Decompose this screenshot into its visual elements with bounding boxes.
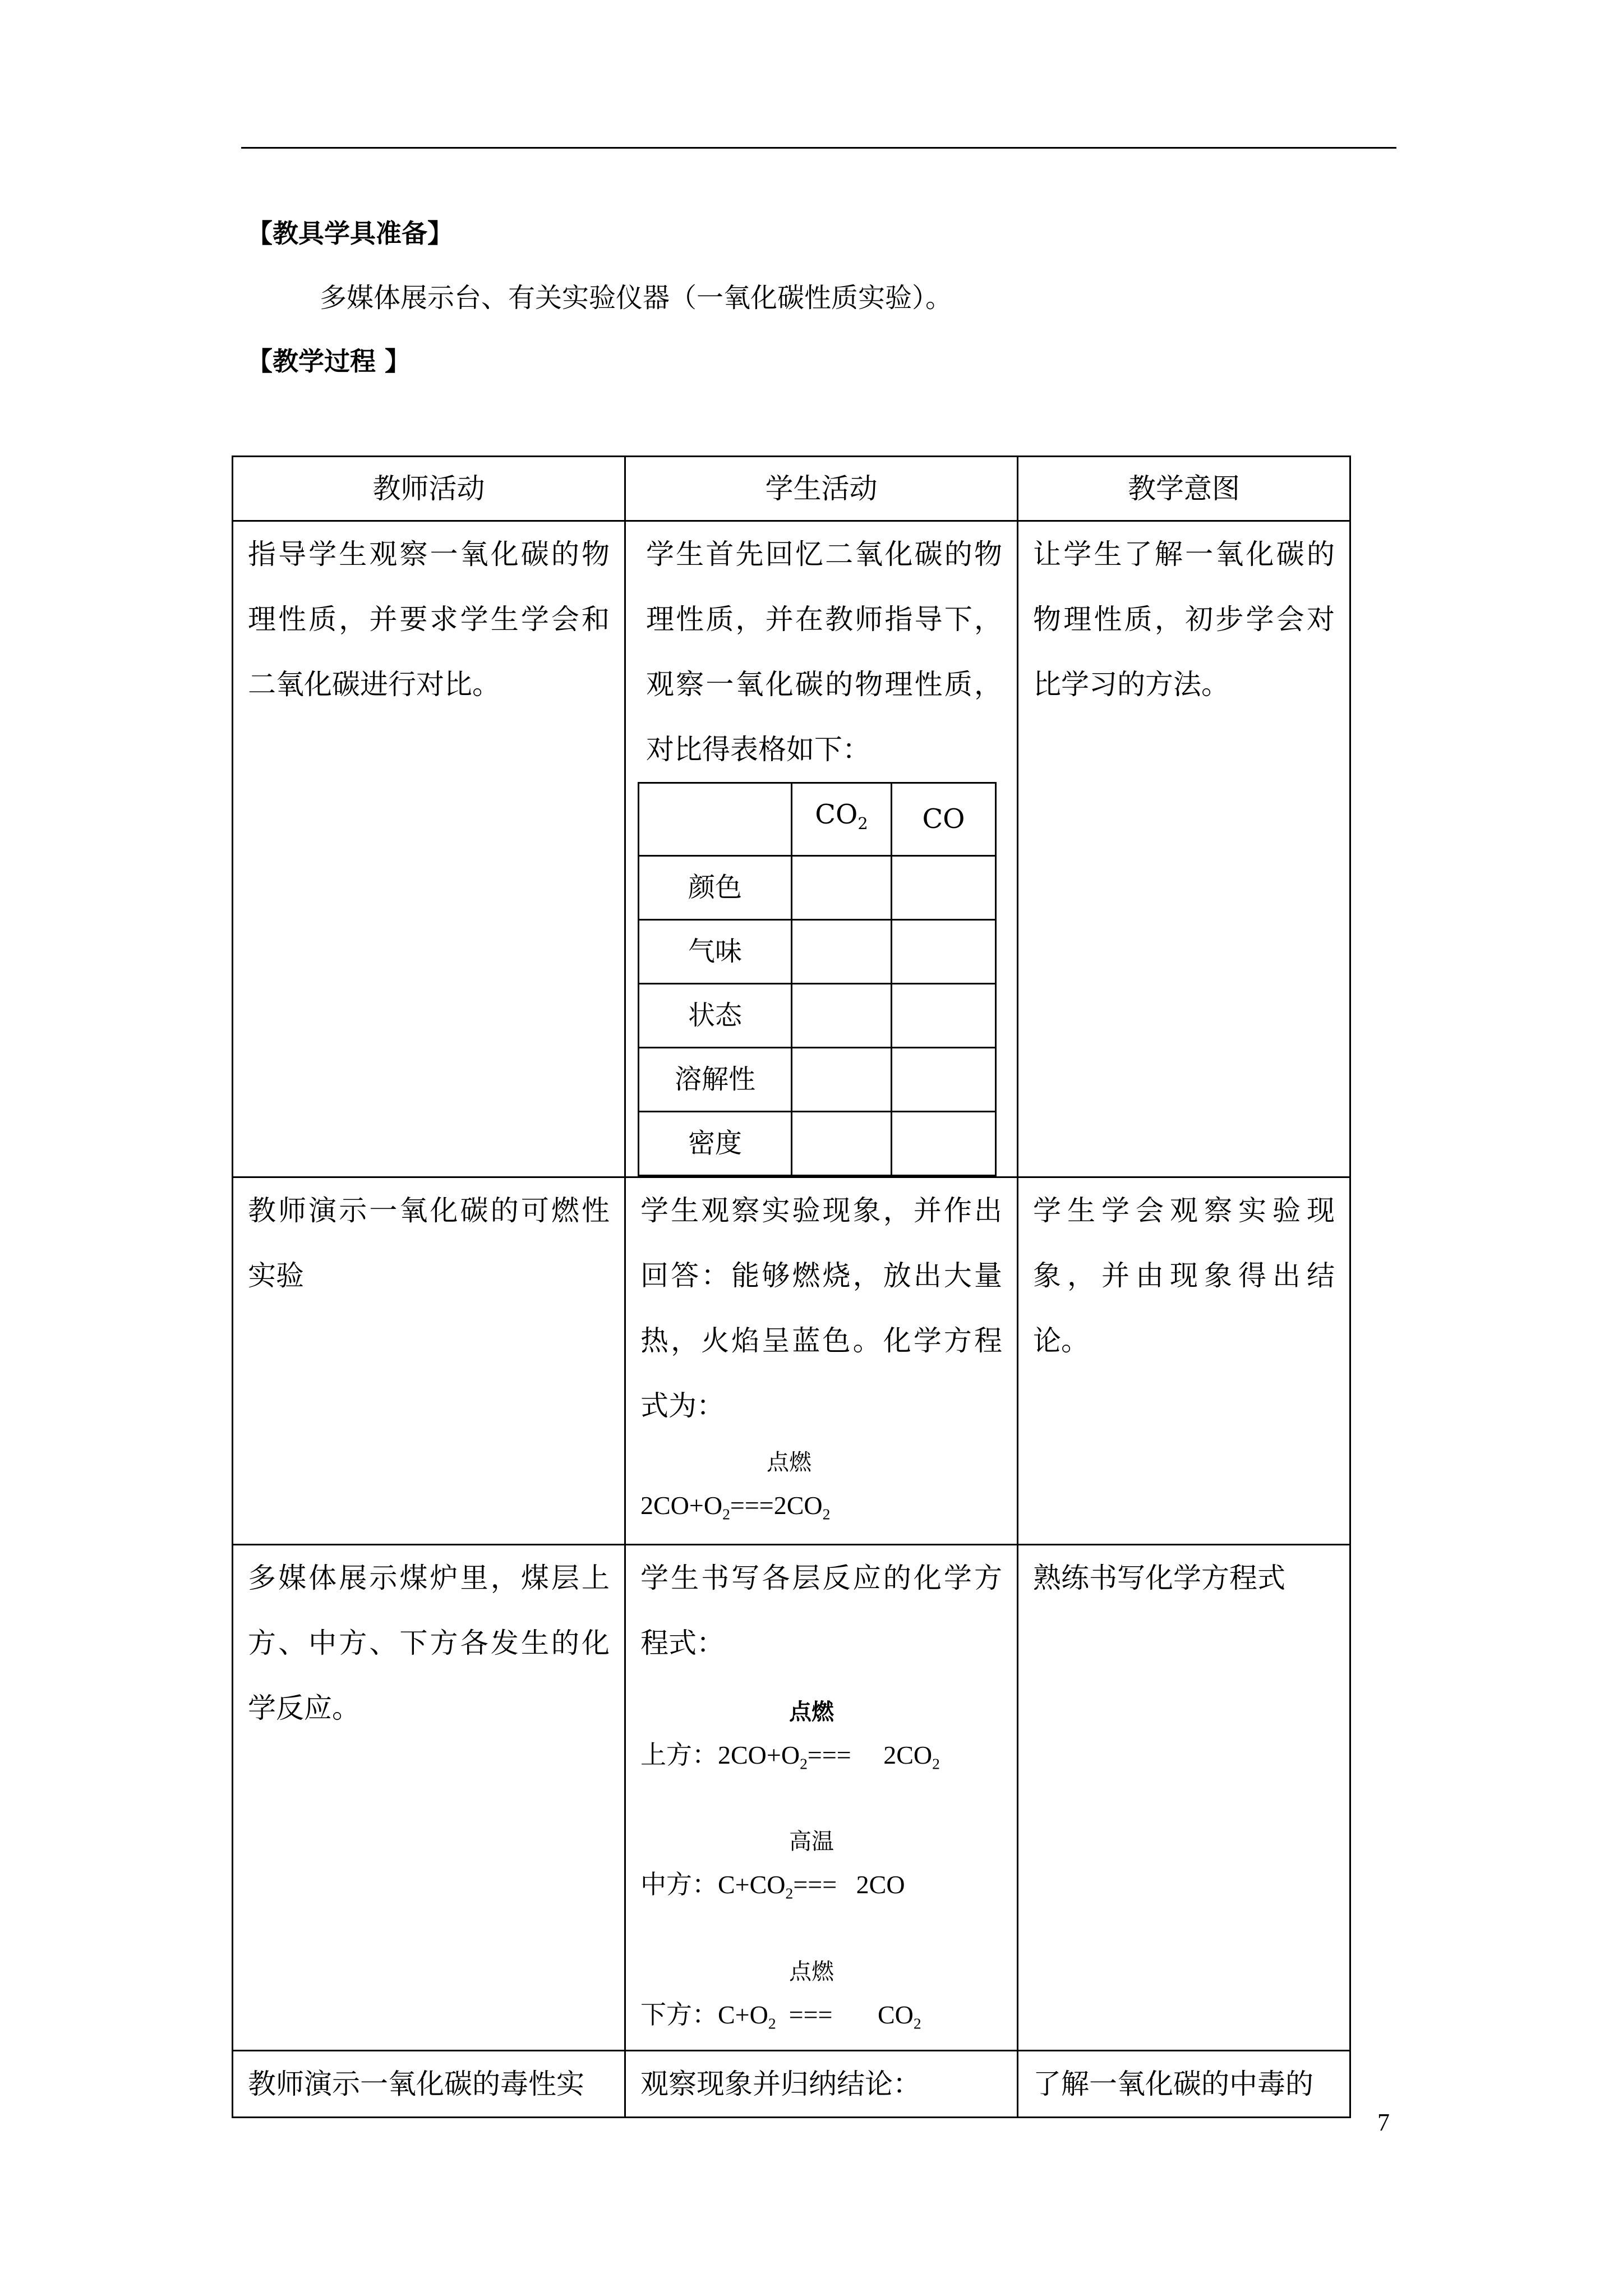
teacher-cell	[233, 2050, 625, 2117]
student-text: 观察现象并归纳结论：	[640, 2067, 921, 2100]
comparison-row	[639, 920, 996, 984]
teacher-cell	[233, 521, 625, 1177]
top-reaction-condition: 点燃	[789, 1698, 834, 1725]
intent-cell	[1018, 521, 1350, 1177]
comparison-header-row	[639, 783, 996, 856]
middle-reaction-condition: 高温	[789, 1829, 834, 1855]
equation-label: 上方：	[640, 1740, 718, 1769]
comparison-cell	[792, 920, 892, 984]
equation-reactants: 2CO+O	[640, 1491, 723, 1520]
equation-subscript: 2	[768, 2014, 776, 2032]
comparison-row	[639, 1048, 996, 1112]
comparison-row	[639, 1112, 996, 1176]
middle-layer-equation	[640, 1861, 1002, 1917]
comparison-row	[639, 984, 996, 1048]
student-cell	[625, 1544, 1018, 2050]
equation-subscript: 2	[932, 1755, 940, 1773]
intent-text: 熟练书写化学方程式	[1033, 1561, 1285, 1594]
intent-cell	[1018, 1177, 1350, 1545]
student-text: 学生观察实验现象，并作出回答：能够燃烧，放出大量热，火焰呈蓝色。化学方程式为：	[640, 1194, 1002, 1423]
intent-cell	[1018, 2050, 1350, 2117]
equation-subscript: 2	[822, 1505, 831, 1523]
student-text: 学生书写各层反应的化学方程式：	[640, 1561, 1002, 1659]
chemical-equation	[640, 1482, 1002, 1544]
intent-text: 学生学会观察实验现象，并由现象得出结论。	[1033, 1194, 1335, 1358]
comparison-cell	[792, 984, 892, 1048]
co2-subscript: 2	[857, 814, 868, 834]
table-row	[233, 1544, 1350, 2050]
comparison-cell	[892, 856, 996, 920]
section-heading-process: 【教学过程 】	[247, 346, 411, 376]
equation-subscript: 2	[785, 1885, 794, 1903]
comparison-cell	[792, 1048, 892, 1112]
equation-subscript: 2	[722, 1505, 730, 1523]
equation-products: === CO	[776, 2000, 914, 2030]
intent-cell	[1018, 1544, 1350, 2050]
comparison-corner-cell	[639, 783, 792, 856]
equation-subscript: 2	[800, 1755, 808, 1773]
equation-reactants: C+CO	[718, 1870, 786, 1899]
student-cell	[625, 1177, 1018, 1545]
comparison-header-co: CO	[892, 783, 996, 856]
teacher-text: 指导学生观察一氧化碳的物理性质，并要求学生学会和二氧化碳进行对比。	[248, 538, 610, 701]
comparison-row-label: 气味	[639, 920, 792, 984]
teacher-text: 多媒体展示煤炉里，煤层上方、中方、下方各发生的化学反应。	[248, 1561, 610, 1724]
teacher-cell	[233, 1177, 625, 1545]
comparison-row	[639, 856, 996, 920]
table-row	[233, 1177, 1350, 1545]
intent-text: 让学生了解一氧化碳的物理性质，初步学会对比学习的方法。	[1033, 538, 1335, 701]
equation-reactants: 2CO+O	[718, 1740, 800, 1769]
co2-label: CO	[815, 799, 858, 830]
comparison-row-label: 颜色	[639, 856, 792, 920]
comparison-cell	[792, 1112, 892, 1176]
comparison-cell	[892, 984, 996, 1048]
co-co2-comparison-table	[638, 782, 997, 1176]
page-number: 7	[1377, 2109, 1390, 2136]
comparison-row-label: 溶解性	[639, 1048, 792, 1112]
section-heading-tools: 【教具学具准备】	[247, 218, 453, 249]
equation-products: === 2CO	[793, 1870, 905, 1899]
comparison-header-co2	[792, 783, 892, 856]
teacher-cell	[233, 1544, 625, 2050]
equation-reactants: C+O	[718, 2000, 768, 2030]
header-student-activity: 学生活动	[625, 457, 1018, 521]
equation-label: 下方：	[640, 2000, 718, 2030]
equation-products: === 2CO	[807, 1740, 933, 1769]
comparison-cell	[792, 856, 892, 920]
table-header-row	[233, 457, 1350, 521]
reaction-condition: 点燃	[767, 1450, 811, 1476]
comparison-cell	[892, 1112, 996, 1176]
teacher-text: 教师演示一氧化碳的毒性实	[248, 2067, 584, 2100]
intent-text: 了解一氧化碳的中毒的	[1033, 2067, 1313, 2100]
equation-products: ===2CO	[730, 1491, 823, 1520]
student-cell	[625, 521, 1018, 1177]
equation-subscript: 2	[913, 2014, 921, 2032]
teaching-process-table	[232, 455, 1351, 2118]
top-layer-equation	[640, 1732, 1002, 1788]
teacher-text: 教师演示一氧化碳的可燃性实验	[248, 1194, 610, 1292]
header-teacher-activity: 教师活动	[233, 457, 625, 521]
equation-label: 中方：	[640, 1870, 718, 1899]
comparison-cell	[892, 1048, 996, 1112]
comparison-row-label: 状态	[639, 984, 792, 1048]
bottom-reaction-condition: 点燃	[789, 1959, 834, 1985]
table-row	[233, 521, 1350, 1177]
bottom-layer-equation	[640, 1991, 1002, 2050]
student-cell	[625, 2050, 1018, 2117]
table-row	[233, 2050, 1350, 2117]
comparison-cell	[892, 920, 996, 984]
header-rule	[241, 147, 1396, 149]
header-teaching-intent: 教学意图	[1018, 457, 1350, 521]
comparison-row-label: 密度	[639, 1112, 792, 1176]
tools-paragraph: 多媒体展示台、有关实验仪器（一氧化碳性质实验）。	[320, 282, 953, 314]
student-text: 学生首先回忆二氧化碳的物理性质，并在教师指导下，观察一氧化碳的物理性质，对比得表格如下：	[646, 538, 1002, 766]
